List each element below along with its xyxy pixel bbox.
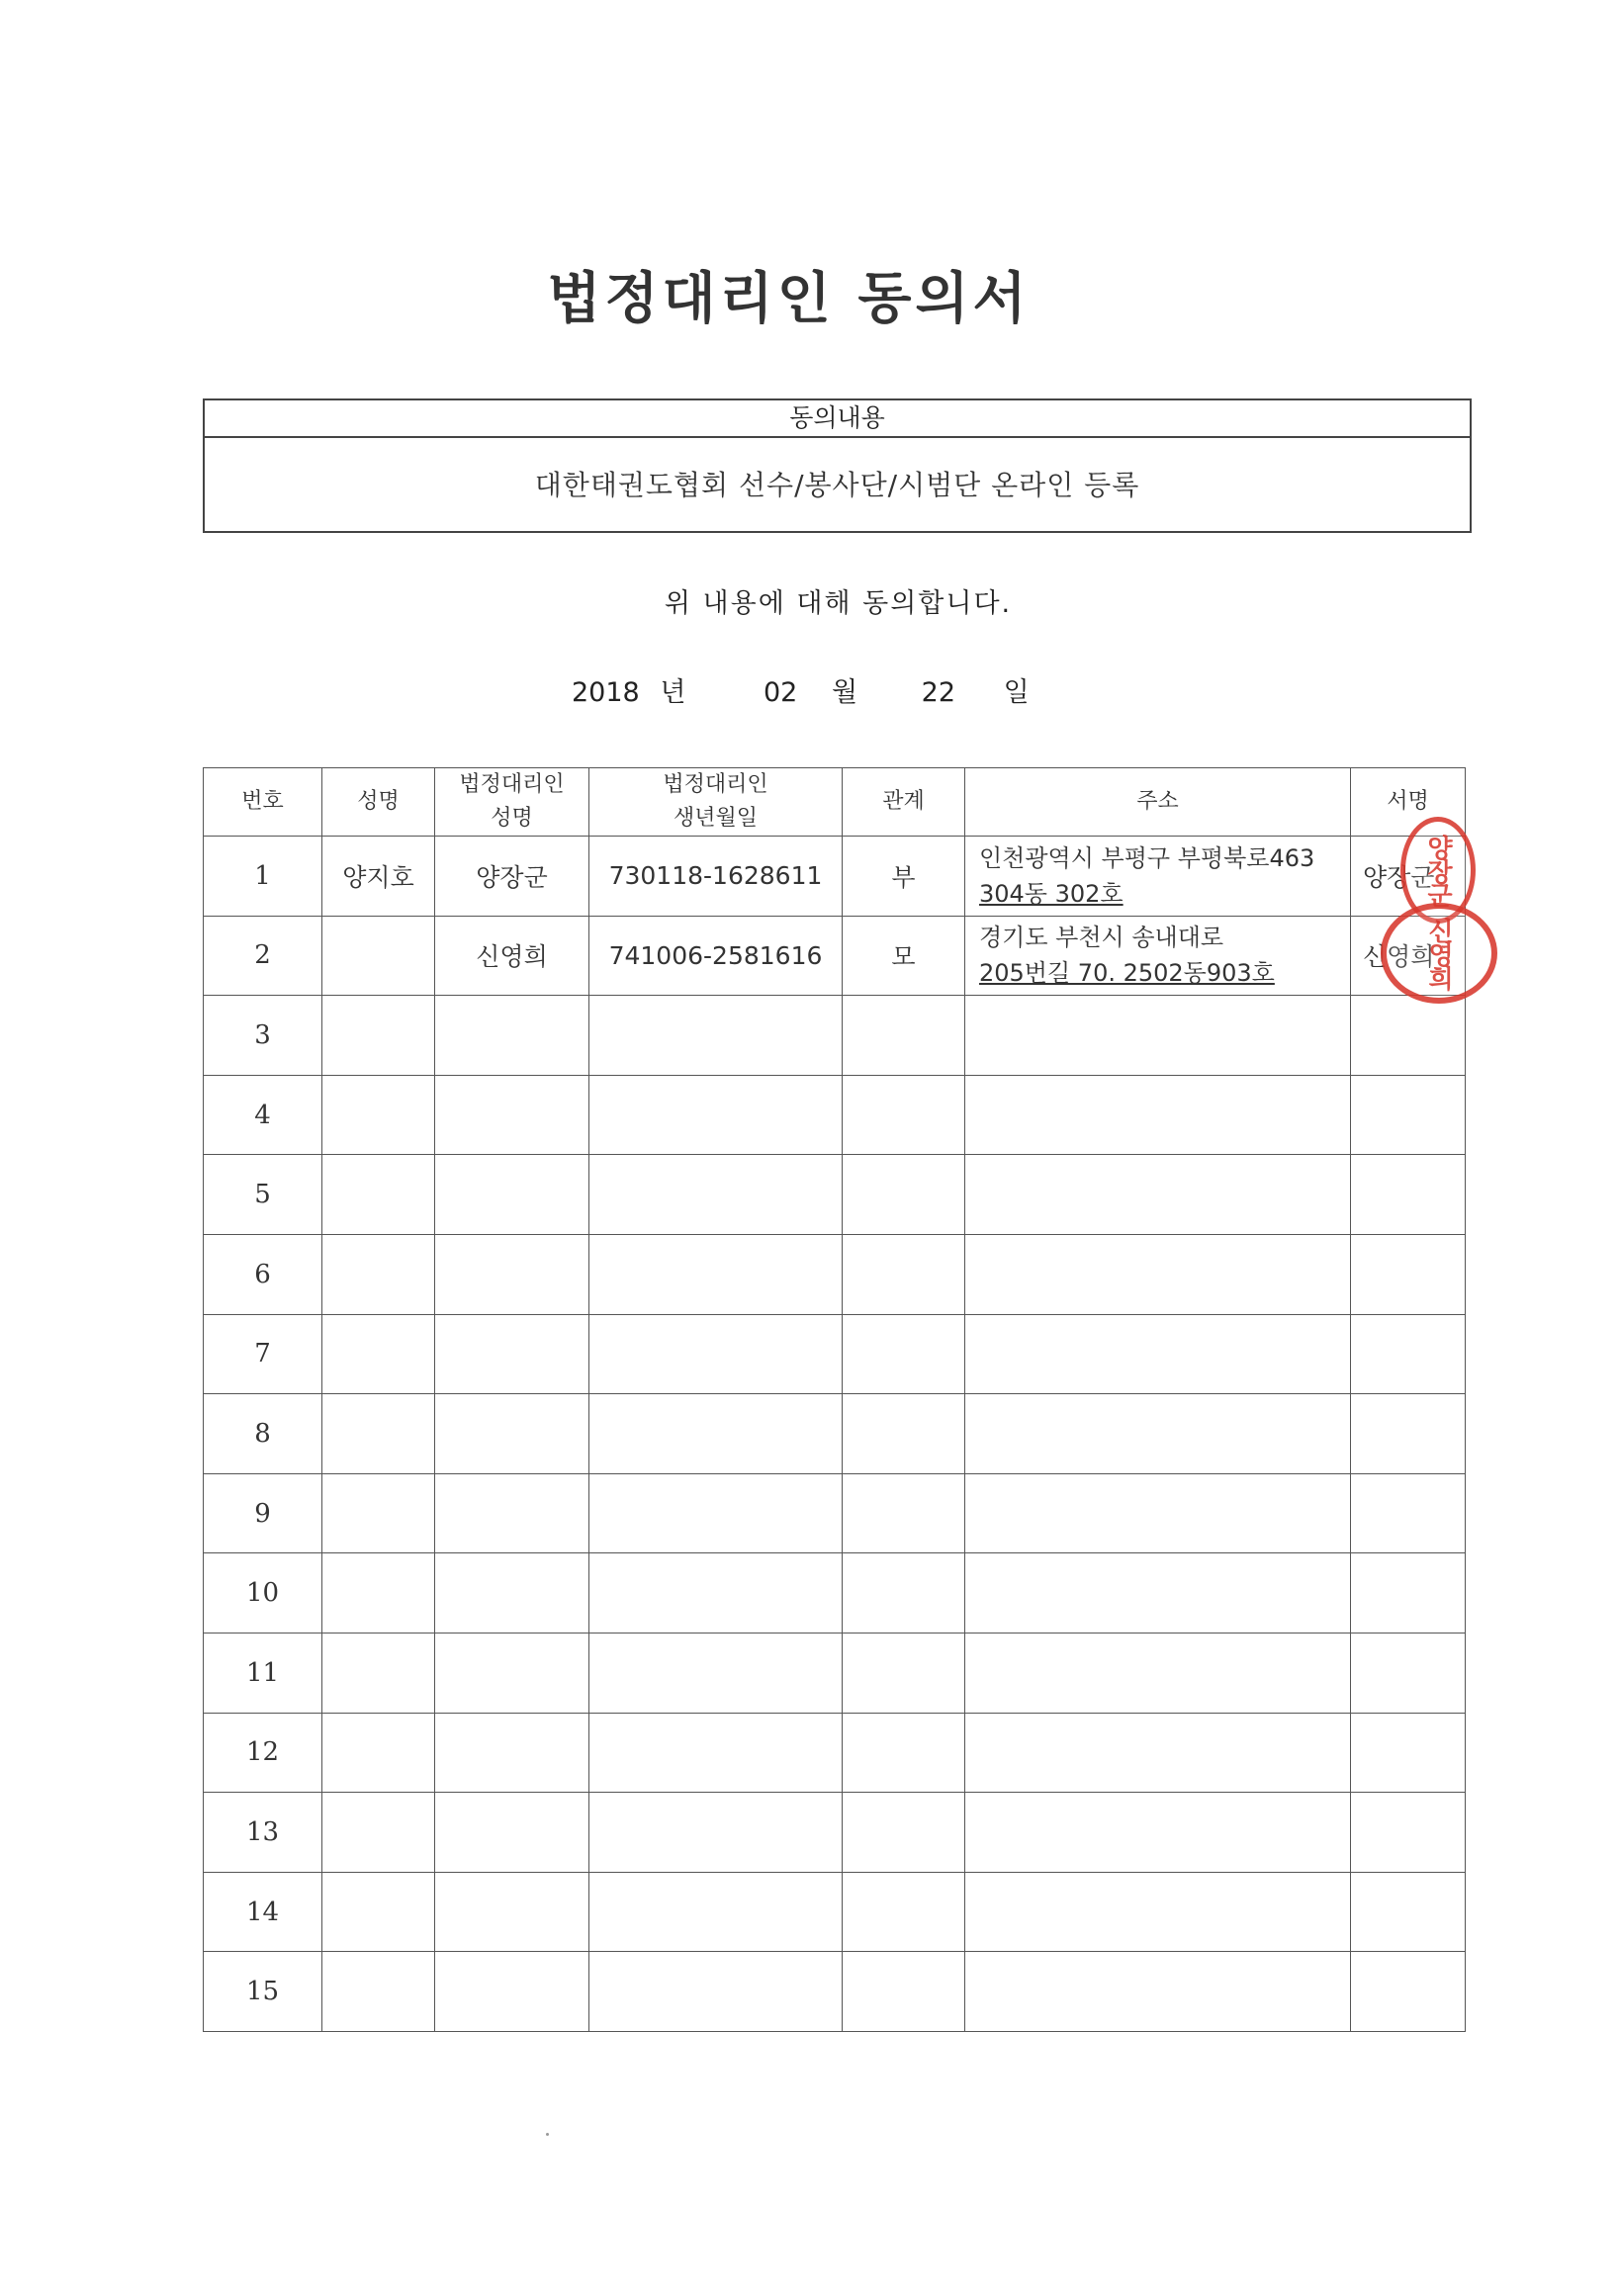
header-guardian-name — [435, 768, 589, 837]
row-birth-cell — [589, 1713, 843, 1793]
table-header-row — [204, 768, 1466, 837]
table-row — [204, 1155, 1466, 1235]
row-address-cell — [965, 1633, 1351, 1713]
document-title: 법정대리인 동의서 — [547, 267, 1031, 331]
row-relation-cell — [843, 1234, 965, 1314]
row-address-cell — [965, 1394, 1351, 1474]
row-birth-cell — [589, 1872, 843, 1952]
row-address-cell — [965, 1713, 1351, 1793]
row-birth-cell — [589, 1234, 843, 1314]
row-no-cell: 3 — [204, 996, 322, 1076]
row-name-cell — [322, 1952, 435, 2032]
row-signature-cell — [1351, 1394, 1466, 1474]
row-signature-cell — [1351, 1553, 1466, 1634]
header-address: 주소 — [965, 768, 1351, 837]
row-address-cell — [965, 1872, 1351, 1952]
row-birth-cell — [589, 1553, 843, 1634]
row-no-cell: 8 — [204, 1394, 322, 1474]
row-no-cell: 1 — [204, 837, 322, 917]
address-line1: 경기도 부천시 송내대로 — [979, 924, 1224, 952]
row-address-cell — [965, 996, 1351, 1076]
seal-stamp: 신영희 — [1381, 903, 1497, 1004]
row-birth-cell — [589, 996, 843, 1076]
row-birth-cell: 730118-1628611 — [589, 837, 843, 917]
row-no-cell: 9 — [204, 1473, 322, 1553]
table-row — [204, 1872, 1466, 1952]
row-name-cell — [322, 916, 435, 996]
row-relation-cell — [843, 1075, 965, 1155]
table-row — [204, 916, 1466, 996]
row-address-cell — [965, 1155, 1351, 1235]
row-signature-cell — [1351, 1793, 1466, 1873]
row-birth-cell — [589, 1075, 843, 1155]
row-birth-cell — [589, 1473, 843, 1553]
header-guardian-birth — [589, 768, 843, 837]
signature-text: 신영희 — [1363, 942, 1435, 972]
row-name-cell: 양지호 — [322, 837, 435, 917]
row-signature-cell — [1351, 996, 1466, 1076]
scan-speck — [546, 2133, 549, 2136]
row-name-cell — [322, 996, 435, 1076]
table-row — [204, 1793, 1466, 1873]
row-address-cell — [965, 916, 1351, 996]
row-guardian-cell — [435, 1075, 589, 1155]
consent-content: 대한태권도협회 선수/봉사단/시범단 온라인 등록 — [534, 469, 1140, 501]
header-guardian-name-line2: 성명 — [491, 806, 533, 831]
table-row — [204, 1553, 1466, 1634]
consent-box — [203, 398, 1472, 533]
address-line2: 205번길 70. 2502동903호 — [979, 959, 1275, 988]
signature-text: 양장군 — [1363, 862, 1435, 892]
row-name-cell — [322, 1314, 435, 1394]
date-line — [572, 670, 1030, 709]
row-guardian-cell — [435, 1793, 589, 1873]
row-guardian-cell — [435, 1314, 589, 1394]
row-birth-cell: 741006-2581616 — [589, 916, 843, 996]
table-row — [204, 1952, 1466, 2032]
row-name-cell — [322, 1234, 435, 1314]
row-address-cell — [965, 1314, 1351, 1394]
row-name-cell — [322, 1553, 435, 1634]
header-signature: 서명 — [1351, 768, 1466, 837]
date-day: 22 — [921, 677, 955, 708]
row-no-cell: 15 — [204, 1952, 322, 2032]
table-row — [204, 1394, 1466, 1474]
row-birth-cell — [589, 1314, 843, 1394]
row-signature-cell — [1351, 1633, 1466, 1713]
table-row — [204, 1713, 1466, 1793]
table-row — [204, 837, 1466, 917]
row-relation-cell — [843, 1473, 965, 1553]
table-row — [204, 996, 1466, 1076]
row-no-cell: 14 — [204, 1872, 322, 1952]
row-address-cell — [965, 1473, 1351, 1553]
row-name-cell — [322, 1713, 435, 1793]
row-guardian-cell — [435, 1952, 589, 2032]
header-guardian-birth-line2: 생년월일 — [673, 806, 758, 831]
row-address-cell — [965, 1952, 1351, 2032]
row-birth-cell — [589, 1793, 843, 1873]
row-guardian-cell — [435, 1473, 589, 1553]
row-name-cell — [322, 1872, 435, 1952]
row-birth-cell — [589, 1394, 843, 1474]
row-signature-cell — [1351, 1314, 1466, 1394]
row-guardian-cell — [435, 996, 589, 1076]
row-relation-cell: 부 — [843, 837, 965, 917]
row-relation-cell — [843, 1633, 965, 1713]
header-guardian-birth-line1: 법정대리인 — [663, 772, 768, 797]
row-name-cell — [322, 1793, 435, 1873]
address-line1: 인천광역시 부평구 부평북로463 — [979, 843, 1315, 872]
row-name-cell — [322, 1394, 435, 1474]
row-address-cell — [965, 1553, 1351, 1634]
row-name-cell — [322, 1155, 435, 1235]
table-row — [204, 1234, 1466, 1314]
row-birth-cell — [589, 1952, 843, 2032]
table-row — [204, 1473, 1466, 1553]
table-row — [204, 1075, 1466, 1155]
row-address-cell — [965, 837, 1351, 917]
date-day-unit: 일 — [1003, 677, 1030, 708]
row-relation-cell — [843, 1553, 965, 1634]
date-month-unit: 월 — [831, 677, 858, 708]
row-relation-cell — [843, 1155, 965, 1235]
row-signature-cell — [1351, 1473, 1466, 1553]
row-address-cell — [965, 1075, 1351, 1155]
row-relation-cell — [843, 1394, 965, 1474]
row-guardian-cell — [435, 1633, 589, 1713]
row-signature-cell — [1351, 1713, 1466, 1793]
table-row — [204, 1314, 1466, 1394]
row-birth-cell — [589, 1155, 843, 1235]
row-relation-cell — [843, 996, 965, 1076]
date-year-unit: 년 — [660, 677, 686, 708]
header-no: 번호 — [204, 768, 322, 837]
header-name: 성명 — [322, 768, 435, 837]
row-guardian-cell: 양장군 — [435, 837, 589, 917]
row-relation-cell — [843, 1793, 965, 1873]
row-no-cell: 2 — [204, 916, 322, 996]
row-name-cell — [322, 1473, 435, 1553]
seal-stamp: 양장군 — [1400, 817, 1476, 924]
row-signature-cell — [1351, 1155, 1466, 1235]
row-address-cell — [965, 1234, 1351, 1314]
row-name-cell — [322, 1633, 435, 1713]
row-relation-cell — [843, 1952, 965, 2032]
row-guardian-cell — [435, 1713, 589, 1793]
row-no-cell: 5 — [204, 1155, 322, 1235]
row-no-cell: 12 — [204, 1713, 322, 1793]
row-signature-cell — [1351, 916, 1466, 996]
row-relation-cell — [843, 1872, 965, 1952]
row-address-cell — [965, 1793, 1351, 1873]
row-guardian-cell — [435, 1394, 589, 1474]
row-relation-cell: 모 — [843, 916, 965, 996]
row-guardian-cell — [435, 1872, 589, 1952]
row-no-cell: 10 — [204, 1553, 322, 1634]
row-name-cell — [322, 1075, 435, 1155]
row-no-cell: 11 — [204, 1633, 322, 1713]
row-relation-cell — [843, 1314, 965, 1394]
row-guardian-cell — [435, 1553, 589, 1634]
row-signature-cell — [1351, 1234, 1466, 1314]
row-no-cell: 7 — [204, 1314, 322, 1394]
consent-header: 동의내용 — [205, 400, 1470, 438]
header-guardian-name-line1: 법정대리인 — [459, 772, 565, 797]
row-relation-cell — [843, 1713, 965, 1793]
row-birth-cell — [589, 1633, 843, 1713]
agree-statement: 위 내용에 대해 동의합니다. — [664, 588, 1013, 619]
row-no-cell: 4 — [204, 1075, 322, 1155]
row-signature-cell — [1351, 1872, 1466, 1952]
guardian-table — [203, 767, 1466, 2032]
row-guardian-cell: 신영희 — [435, 916, 589, 996]
table-body — [204, 837, 1466, 2032]
address-line2: 304동 302호 — [979, 879, 1124, 908]
header-relation: 관계 — [843, 768, 965, 837]
date-year: 2018 — [572, 677, 640, 708]
row-signature-cell — [1351, 1952, 1466, 2032]
date-month: 02 — [764, 677, 798, 708]
row-no-cell: 6 — [204, 1234, 322, 1314]
row-guardian-cell — [435, 1234, 589, 1314]
row-no-cell: 13 — [204, 1793, 322, 1873]
row-guardian-cell — [435, 1155, 589, 1235]
row-signature-cell — [1351, 1075, 1466, 1155]
table-row — [204, 1633, 1466, 1713]
